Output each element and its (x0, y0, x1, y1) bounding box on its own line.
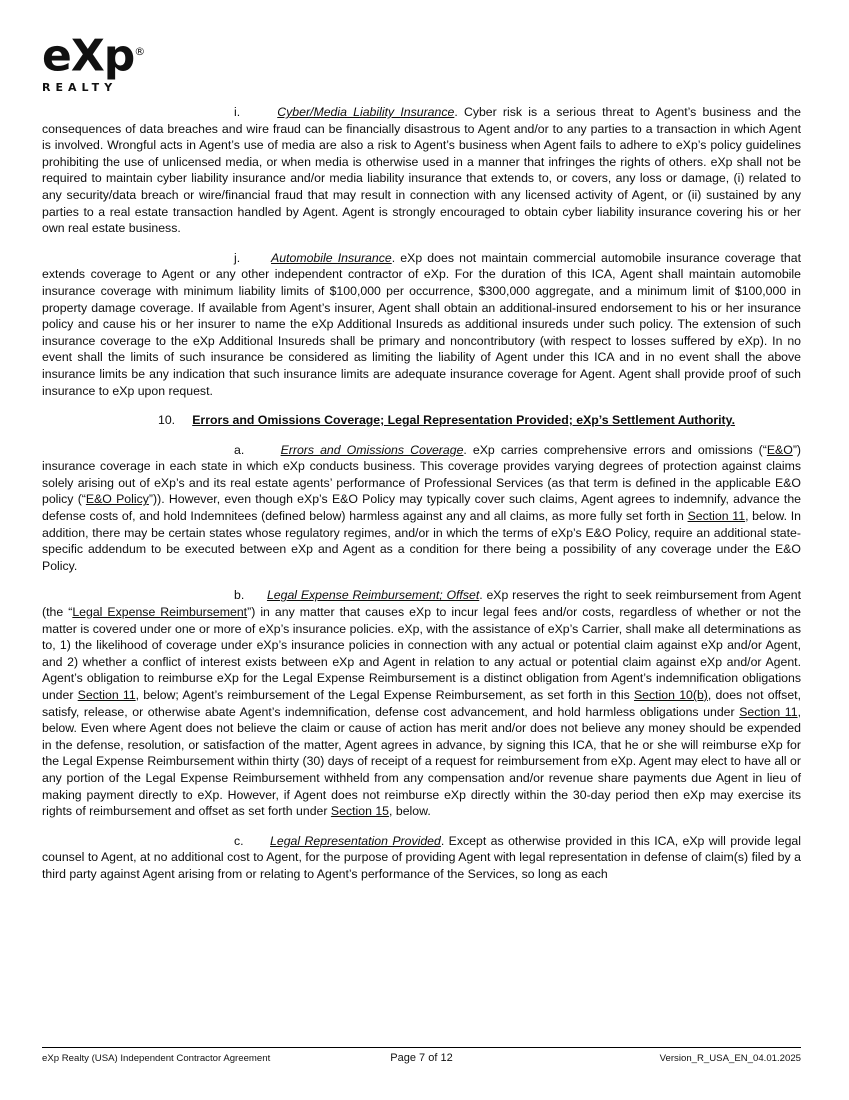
logo-subtext: REALTY (42, 80, 118, 94)
cross-reference-section-11: Section 11 (687, 509, 746, 524)
logo-registered-mark: ® (134, 45, 145, 58)
clause-title-automobile: Automobile Insurance (271, 250, 392, 265)
document-body (42, 104, 801, 883)
clause-text-b-4: , does not offset, satisfy, release, or otherwise abate Agent’s indemnification, defense cost advancement, and hold harmless obligations under (42, 688, 801, 719)
page-footer (42, 1047, 801, 1064)
paragraph-item-a (42, 442, 801, 575)
clause-title-eo-coverage: Errors and Omissions Coverage (280, 442, 464, 457)
clause-text-legal-representation: . Except as otherwise provided in this ICA, eXp will provide legal counsel to Agent, at no additional cost to Agent, for the purpose of providing Agent with legal representation in defense of claim(s) filed by a third party against Agent arising from or relating to Agent’s performance of the Services, so long as each (42, 833, 801, 881)
list-marker-a: a. (234, 442, 245, 457)
footer-document-title: eXp Realty (USA) Independent Contractor Agreement (42, 1053, 271, 1064)
clause-text-a-1: . eXp carries comprehensive errors and omissions (“ (463, 442, 767, 457)
clause-text-b-1: . eXp reserves the right to seek reimbursement from Agent (the “ (42, 588, 802, 620)
clause-title-cyber-media: Cyber/Media Liability Insurance (277, 105, 455, 119)
defined-term-legal-expense-reimbursement: Legal Expense Reimbursement (72, 605, 248, 620)
list-marker-b: b. (234, 588, 245, 603)
clause-text-automobile: . eXp does not maintain commercial automobile insurance coverage that extends coverage to Agent or any other independent contractor of eXp. For the duration of this ICA, Agent shall maintain automobile insurance coverage with minimum liability limits of $100,000 per occurrence, $300,000 aggregate, and a minimum limit of $100,000 in property damage coverage. If available from Agent’s insurer, Agent shall obtain an additional-insured endorsement to his or her insurance policy and cause his or her insurer to name the eXp Additional Insureds as additional insureds under such policy. The extension of such insurance coverage to the eXp Additional Insureds shall be primary and noncontributory (with respect to losses suffered by eXp). In no event shall the limits of such insurance be considered as limiting the liability of Agent under this ICA and in no event shall the above insurance limits be any indication that such insurance limits are adequate insurance coverage for Agent. Agent shall provide proof of such insurance to eXp upon request. (42, 250, 802, 398)
section-heading-10-text: Errors and Omissions Coverage; Legal Representation Provided; eXp’s Settlement Authority. (192, 413, 735, 428)
paragraph-item-b (42, 587, 801, 819)
clause-title-legal-representation: Legal Representation Provided (270, 833, 441, 848)
footer-version: Version_R_USA_EN_04.01.2025 (659, 1053, 801, 1064)
clause-text-b-2: ”) in any matter that causes eXp to incur legal fees and/or costs, regardless of whether or not the matter is covered under one or more of eXp’s insurance policies. eXp, with the assistance of eXp’s Carrier, shall make all determinations as to, 1) the likelihood of coverage under eXp’s insurance policies in connection with any actual or potential claim against eXp and/or Agent, and 2) whether a conflict of interest exists between eXp and Agent in relation to any actual or potential claim against eXp and/or Agent. Agent’s obligation to reimburse eXp for the Legal Expense Reimbursement is a distinct obligation from Agent’s indemnification obligations under (42, 605, 801, 702)
clause-text-a-3: ”)). However, even though eXp’s E&O Policy may typically cover such claims, Agent agrees to indemnify, advance the defense costs of, and hold Indemnitees (defined below) harmless against any and all claims, as more fully set forth in (42, 492, 802, 524)
clause-text-a-4: , below. In addition, there may be certain states whose regulatory regimes, and/or in which the terms of eXp’s E&O Policy, require an additional state-specific addendum to be executed between eXp and Agent as a condition for there being a possibility of any coverage under the E&O Policy. (42, 509, 802, 573)
paragraph-item-c (42, 833, 801, 883)
paragraph-item-i (42, 104, 801, 237)
clause-text-b-3: , below; Agent’s reimbursement of the Legal Expense Reimbursement, as set forth in this (135, 688, 634, 702)
section-marker-10: 10. (158, 413, 176, 428)
clause-text-cyber-media: . Cyber risk is a serious threat to Agent’s business and the consequences of data breaches and wire fraud can be financially disastrous to Agent and/or to any parties to a transaction in which Agent is involved. Wrongful acts in Agent’s use of media are also a risk to Agent’s business when Agent fails to adhere to eXp’s policy guidelines prohibiting the use of unlicensed media, or when media is otherwise used in a manner that infringes the rights of others. eXp shall not be required to maintain cyber liability insurance and/or media liability insurance that extends to, or covers, any loss or damage, (i) related to any security/data breach or wire/financial fraud that may result in connection with any licensed activity of Agent, or (ii) sustained by any parties to a real estate transaction handled by Agent. Agent is strongly encouraged to obtain cyber liability insurance covering his or her own real estate business. (42, 105, 801, 236)
clause-text-b-5: , below. Even where Agent does not believe the claim or cause of action has merit and/or does not believe any money should be expended in the defense, resolution, or satisfaction of the matter, Agent agrees in advance, by signing this ICA, that he or she will reimburse eXp for the Legal Expense Reimbursement within thirty (30) days of receipt of a request for reimbursement from eXp. Agent may elect to have all or any portion of the Legal Expense Reimbursement withheld from any compensation and/or revenue share payments due Agent in lieu of making payment directly to eXp. However, if Agent does not reimburse eXp directly within the 30-day period then eXp may exercise its rights of reimbursement and offset as set forth under (42, 704, 801, 819)
cross-reference-section-10b: Section 10(b) (633, 688, 708, 702)
section-heading-10 (42, 412, 801, 429)
cross-reference-section-11-b2: Section 11 (739, 704, 798, 719)
list-marker-c: c. (234, 833, 244, 848)
paragraph-item-j (42, 250, 801, 399)
list-marker-i: i. (234, 105, 241, 119)
list-marker-j: j. (234, 250, 241, 265)
logo-wordmark (42, 30, 145, 82)
exp-realty-logo (42, 30, 801, 98)
footer-page-number: Page 7 of 12 (390, 1052, 453, 1064)
clause-text-a-2: ”) insurance coverage in each state in which eXp conducts business. This coverage provides varying degrees of protection against claims solely arising out of eXp’s and its real estate agents’ performance of Professional Services (as that term is defined in the applicable E&O policy (“ (42, 442, 802, 507)
defined-term-eo-policy: E&O Policy (85, 492, 149, 507)
clause-text-b-6: , below. (389, 804, 431, 819)
cross-reference-section-11-b1: Section 11 (77, 688, 136, 702)
clause-title-legal-expense: Legal Expense Reimbursement; Offset (266, 588, 480, 603)
cross-reference-section-15: Section 15 (330, 804, 390, 819)
defined-term-eo: E&O (766, 442, 793, 457)
logo-brand-text: eXp (42, 30, 135, 82)
